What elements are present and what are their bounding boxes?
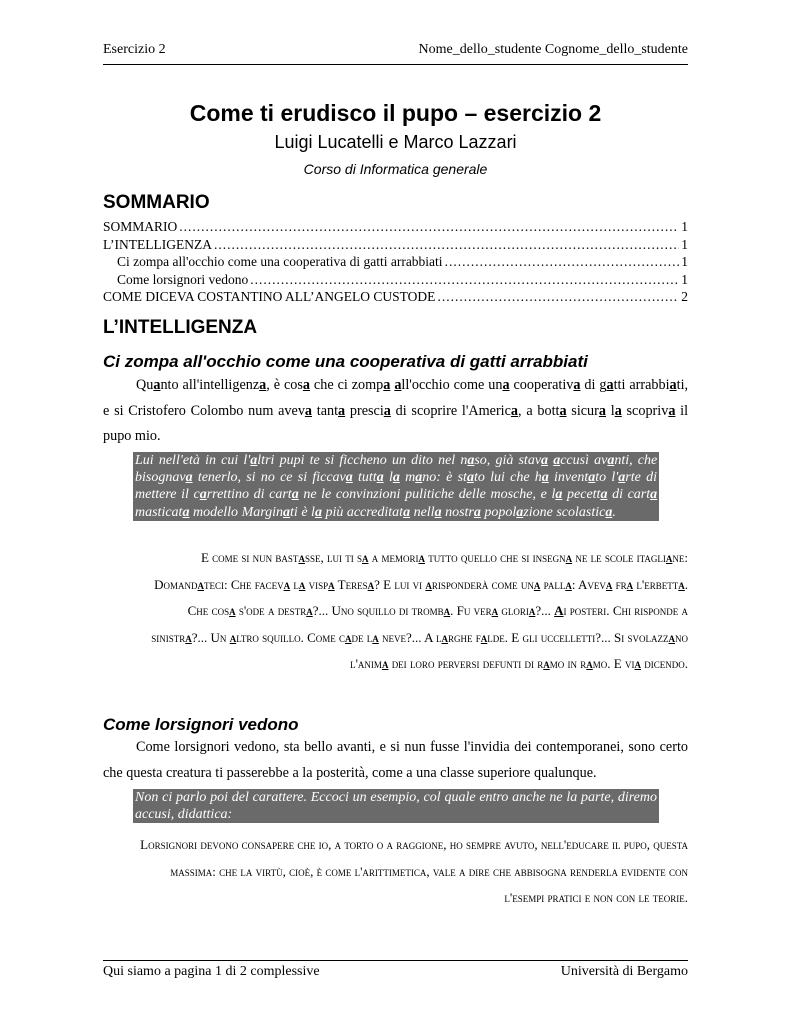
footer-page-info: Qui siamo a pagina 1 di 2 complessive [103, 964, 320, 979]
document-course: Corso di Informatica generale [303, 161, 488, 177]
section-heading: L’INTELLIGENZA [103, 317, 258, 338]
toc-entry-page: 2 [681, 289, 688, 305]
toc-entry[interactable] [103, 288, 688, 306]
toc-entry-label: Come lorsignori vedono [117, 271, 249, 287]
toc-leader [437, 288, 679, 306]
table-of-contents [103, 218, 688, 306]
toc-entry-page: 1 [681, 254, 688, 270]
toc-entry[interactable] [103, 218, 688, 236]
toc-entry-page: 1 [681, 219, 688, 234]
toc-entry-label: COME DICEVA COSTANTINO ALL’ANGELO CUSTODE [103, 289, 436, 305]
quote-block: Lui nell'età in cui l'altri pupi te si ficcheno un dito nel naso, già stava accusì avanti, che bisognava tenerlo, si no ce si ficcava tutta la mano: è stato lui che ha inventato l'arte di mettere il carrettino di carta ne le convinzioni pulitiche delle mosche, e la pecetta di carta masticata modello Marginati è la più accreditata nella nostra popolazione scolastica. [135, 453, 658, 520]
toc-entry[interactable] [103, 271, 688, 289]
toc-heading: SOMMARIO [103, 192, 210, 213]
document-title: Come ti erudisco il pupo – esercizio 2 [189, 100, 602, 126]
footer-university: Università di Bergamo [560, 964, 688, 979]
header-student: Nome_dello_studente Cognome_dello_studente [418, 42, 688, 57]
toc-entry-label: L’INTELLIGENZA [103, 236, 212, 252]
smallcaps-paragraph: E come si nun bastasse, lui ti sa a memoria tutto quello che si insegna ne le scole itagliane: Domandateci: Che faceva la vispa Teresa? E lui vi arisponderà come una palla: Aveva fra l'erbetta. Che cosa s'ode a destra?... Uno squillo di tromba. Fu vera gloria?... Ai posteri. Chi risponde a sinistra?... Un altro squillo. Come cade la neve?... A larghe falde. E gli uccelletti?... Si svolazzano l'anima dei loro perversi defunti di ramo in ramo. E via dicendo. [151, 550, 688, 671]
subsection-heading: Ci zompa all'occhio come una cooperativa di gatti arrabbiati [103, 352, 588, 371]
header-exercise: Esercizio 2 [103, 42, 166, 57]
body-paragraph: Come lorsignori vedono, sta bello avanti, e si nun fusse l'invidia dei contemporanei, sono certo che questa creatura ti passerebbe a la posterità, come a una classe superiore qualunque. [103, 739, 688, 781]
toc-entry-page: 1 [681, 236, 688, 252]
quote-block: Non ci parlo poi del carattere. Eccoci un esempio, col quale entro anche ne la parte, diremo accusi, didattica: [135, 790, 657, 823]
toc-leader [445, 253, 680, 271]
toc-entry-label: SOMMARIO [103, 219, 178, 234]
document-authors: Luigi Lucatelli e Marco Lazzari [274, 132, 517, 152]
body-paragraph: Quanto all'intelligenza, è cosa che ci zompa all'occhio come una cooperativa di gatti arrabbiati, e si Cristofero Colombo num aveva tanta prescia di scoprire l'America, a botta sicura la scopriva il pupo mio. [103, 377, 689, 444]
toc-entry[interactable] [103, 236, 688, 254]
subsection-heading: Come lorsignori vedono [103, 715, 299, 734]
toc-entry-page: 1 [681, 271, 688, 287]
toc-entry-label: Ci zompa all'occhio come una cooperativa di gatti arrabbiati [117, 254, 443, 270]
page-header [103, 42, 688, 65]
toc-entry[interactable] [103, 253, 688, 271]
smallcaps-paragraph: Lorsignori devono consapere che io, a torto o a raggione, ho sempre avuto, nell'educare il pupo, questa massima: che la virtù, cioè, è come l'arittimetica, vale a dire che abbisogna renderla evidente con l'esempi pratici e non con le teorie. [140, 837, 688, 905]
toc-leader [179, 218, 679, 236]
page-footer [103, 960, 688, 979]
toc-leader [214, 236, 679, 254]
toc-leader [250, 271, 679, 289]
